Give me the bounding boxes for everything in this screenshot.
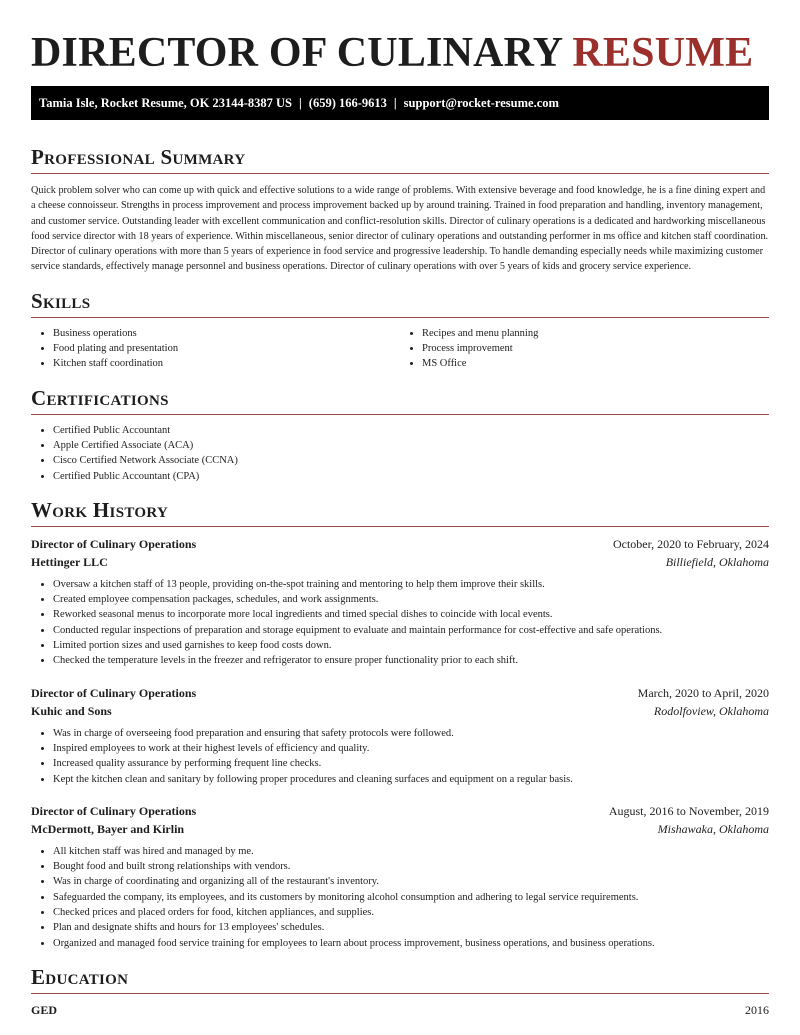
job-location: Rodolfoview, Oklahoma	[653, 703, 769, 718]
skill-item: • MS Office	[422, 356, 769, 371]
job-company: McDermott, Bayer and Kirlin	[31, 821, 185, 836]
job-bullet: • Checked the temperature levels in the freezer and refrigerator to ensure proper functionality prior to each shift.	[53, 653, 769, 668]
work-section	[31, 498, 769, 951]
job-company: Kuhic and Sons	[31, 703, 112, 718]
certifications-section	[31, 386, 769, 484]
contact-separator: |	[299, 96, 302, 110]
job-bullet: • Checked prices and placed orders for food, kitchen appliances, and supplies.	[53, 905, 769, 920]
job-bullets	[31, 577, 769, 669]
job-header-row	[31, 802, 769, 820]
job-company-row	[31, 553, 769, 571]
job-title: Director of Culinary Operations	[31, 685, 197, 700]
job-bullet: • Conducted regular inspections of preparation and storage equipment to evaluate and maintain performance for cost-effective and safe operations.	[53, 623, 769, 638]
job-bullet: • Was in charge of coordinating and organizing all of the restaurant's inventory.	[53, 874, 769, 889]
summary-section	[31, 145, 769, 275]
education-year: 2016	[745, 1002, 769, 1017]
skill-item: • Kitchen staff coordination	[53, 356, 400, 371]
education-degree: GED	[31, 1002, 58, 1017]
education-entry	[31, 1001, 769, 1019]
contact-email[interactable]: support@rocket-resume.com	[403, 96, 559, 110]
job-dates: October, 2020 to February, 2024	[612, 536, 769, 551]
summary-text: Quick problem solver who can come up with quick and effective solutions to a wide range of problems. With extensive beverage and food knowledge, he is a fine dining expert and a cheese connoisseur. Strengths in process improvement and process improvement backed up by around training. Trained in food preparation and handling, inventory management, and customer service. Outstanding leader with excellent communication and conflict-resolution skills. Director of culinary operations is a dedicated and hardworking miscellaneous food service director with 18 years of experience. Within miscellaneous, senior director of culinary operations and outstanding performer in ms office and kitchen staff coordination. Director of culinary operations with more than 5 years of experience in food service and progressive leadership. To handle demanding especially needs while maximizing customer service standards, effectively manage personnel and business operations. Director of culinary operations with over 5 years of kids and grocery service experience.	[31, 185, 769, 273]
job-entry	[31, 535, 769, 669]
skill-item: • Business operations	[53, 326, 400, 341]
job-company-row	[31, 820, 769, 838]
skill-item: • Food plating and presentation	[53, 341, 400, 356]
contact-separator: |	[393, 96, 397, 110]
job-header-row	[31, 684, 769, 702]
skill-item: • Process improvement	[422, 341, 769, 356]
certification-item: • Certified Public Accountant (CPA)	[53, 469, 769, 484]
job-bullet: • Oversaw a kitchen staff of 13 people, providing on-the-spot training and mentoring to help them improve their skills.	[53, 577, 769, 592]
education-section	[31, 965, 769, 1019]
contact-phone[interactable]: (659) 166-9613	[308, 96, 387, 110]
job-dates: August, 2016 to November, 2019	[608, 803, 769, 818]
job-entry	[31, 684, 769, 787]
job-bullet: • Increased quality assurance by performing frequent line checks.	[53, 756, 769, 771]
job-location: Mishawaka, Oklahoma	[657, 821, 769, 836]
certifications-list	[31, 423, 769, 484]
job-bullet: • Safeguarded the company, its employees, and its customers by monitoring alcohol consumption and adhering to legal service requirements.	[53, 890, 769, 905]
skills-section	[31, 289, 769, 372]
job-bullet: • Limited portion sizes and used garnishes to keep food costs down.	[53, 638, 769, 653]
job-bullet: • Reworked seasonal menus to incorporate more local ingredients and timed special dishes to coincide with local events.	[53, 607, 769, 622]
certifications-heading: Certifications	[31, 386, 769, 415]
title-accent: RESUME	[572, 30, 754, 76]
job-company-row	[31, 702, 769, 720]
contact-address: Tamia Isle, Rocket Resume, OK 23144-8387 US	[39, 96, 293, 110]
job-bullets	[31, 726, 769, 787]
certification-item: • Cisco Certified Network Associate (CCNA)	[53, 453, 769, 468]
job-bullet: • Created employee compensation packages, schedules, and work assignments.	[53, 592, 769, 607]
job-entry	[31, 802, 769, 951]
skills-columns	[31, 326, 769, 372]
work-heading: Work History	[31, 498, 769, 527]
job-bullets	[31, 844, 769, 951]
job-location: Billiefield, Oklahoma	[665, 554, 769, 569]
education-heading: Education	[31, 965, 769, 994]
job-title: Director of Culinary Operations	[31, 536, 197, 551]
job-bullet: • Inspired employees to work at their highest levels of efficiency and quality.	[53, 741, 769, 756]
skills-list-left	[31, 326, 400, 372]
skill-item: • Recipes and menu planning	[422, 326, 769, 341]
job-bullet: • Bought food and built strong relationships with vendors.	[53, 859, 769, 874]
job-title: Director of Culinary Operations	[31, 803, 197, 818]
contact-bar	[31, 86, 769, 120]
job-bullet: • All kitchen staff was hired and managed by me.	[53, 844, 769, 859]
job-bullet: • Organized and managed food service training for employees to learn about process improvement, business operations, and business operations.	[53, 936, 769, 951]
title-main: DIRECTOR OF CULINARY	[31, 30, 562, 76]
job-company: Hettinger LLC	[31, 554, 108, 569]
certification-item: • Apple Certified Associate (ACA)	[53, 438, 769, 453]
skills-list-right	[400, 326, 769, 372]
job-bullet: • Was in charge of overseeing food preparation and ensuring that safety protocols were followed.	[53, 726, 769, 741]
summary-heading: Professional Summary	[31, 145, 769, 174]
certification-item: • Certified Public Accountant	[53, 423, 769, 438]
job-bullet: • Plan and designate shifts and hours for 13 employees' schedules.	[53, 920, 769, 935]
resume-title	[31, 0, 769, 77]
job-bullet: • Kept the kitchen clean and sanitary by following proper procedures and cleaning surfaces and equipment on a regular basis.	[53, 772, 769, 787]
skills-heading: Skills	[31, 289, 769, 318]
job-dates: March, 2020 to April, 2020	[637, 685, 769, 700]
job-header-row	[31, 535, 769, 553]
